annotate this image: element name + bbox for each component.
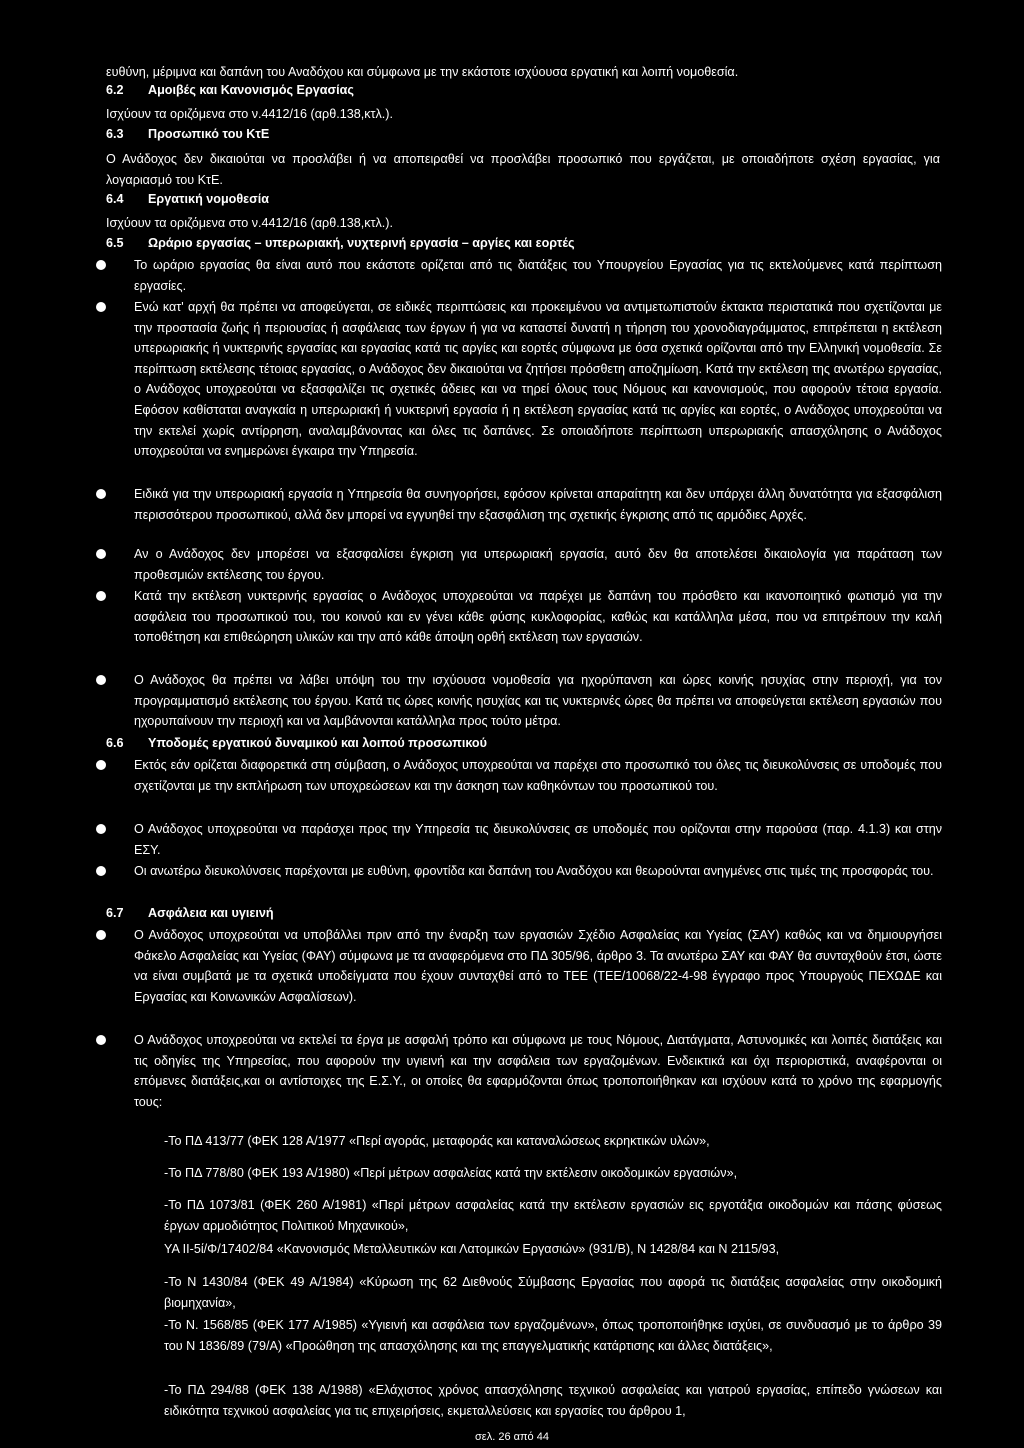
section-6-3-heading xyxy=(106,124,269,145)
bullet-text: Ο Ανάδοχος υποχρεούται να εκτελεί τα έργα με ασφαλή τρόπο και σύμφωνα με τους Νόμους, Διατάγματα, Αστυνομικές και λοιπές διατάξεις και τις οδηγίες της Υπηρεσίας, που αφορούν την υγιεινή και την ασφάλεια των εργαζομένων. Ενδεικτικά και όχι περιοριστικά, αναφέρονται οι επόμενες διατάξεις,και οι αντίστοιχες της Ε.Σ.Υ., οι οποίες θα εφαρμόζονται όπως τροποποιήθηκαν και ισχύουν κατά το χρόνο της εφαρμογής τους: xyxy=(134,1033,942,1109)
section-6-5-heading xyxy=(106,233,575,254)
bullet-dot xyxy=(96,675,106,685)
section-number: 6.3 xyxy=(106,127,124,141)
section-number: 6.4 xyxy=(106,192,124,206)
bullet-text: Ειδικά για την υπερωριακή εργασία η Υπηρεσία θα συνηγορήσει, εφόσον κρίνεται απαραίτητη και δεν υπάρχει άλλη δυνατότητα για εξασφάλιση περισσότερου προσωπικού, αλλά δεν μπορεί να εγγυηθεί την εξασφάλιση της σχετικής έγκρισης από τις αρμόδιες Αρχές. xyxy=(134,487,942,522)
legislation-item: -Το ΠΔ 778/80 (ΦΕΚ 193 Α/1980) «Περί μέτρων ασφαλείας κατά την εκτέλεσιν οικοδομικών εργασιών», xyxy=(164,1166,738,1180)
section-number: 6.5 xyxy=(106,236,124,250)
bullet-text: Ο Ανάδοχος υποχρεούται να παράσχει προς την Υπηρεσία τις διευκολύνσεις σε υποδομές που ορίζονται στην παρούσα (παρ. 4.1.3) και στην ΕΣΥ. xyxy=(134,822,942,857)
bullet-text: Ο Ανάδοχος θα πρέπει να λάβει υπόψη του την ισχύουσα νομοθεσία για ηχορύπανση και ώρες κοινής ησυχίας στην περιοχή, για τον προγραμματισμό εκτέλεσης του έργου. Κατά τις ώρες κοινής ησυχίας και τις νυκτερινές ώρες θα πρέπει να αποφεύγεται εκτέλεση εργασιών που ηχορυπαίνουν την περιοχή και να λαμβάνονται κατάλληλα προς τούτο μέτρα. xyxy=(134,673,942,729)
bullet-text: Ενώ κατ' αρχή θα πρέπει να αποφεύγεται, σε ειδικές περιπτώσεις και προκειμένου να αντιμετωπιστούν έκτακτα περιστατικά που σχετίζονται με την προστασία ζωής ή περιουσίας ή ασφάλειας των έργων ή για να καταστεί δυνατή η τήρηση του χρονοδιαγράμματος, επιτρέπεται η εκτέλεση υπερωριακής ή νυκτερινής εργασίας και εργασίας κατά τις αργίες και εορτές σύμφωνα με όσα σχετικά ορίζονται από την Ελληνική νομοθεσία. Σε περίπτωση εκτέλεσης τέτοιας εργασίας, ο Ανάδοχος δεν δικαιούται να ζητήσει πρόσθετη αποζημίωση. Κατά την εκτέλεση της ανωτέρω εργασίας, ο Ανάδοχος υποχρεούται να εξασφαλίζει τις σχετικές άδειες και να τηρεί όλους τους Νόμους και κανονισμούς, που αφορούν τέτοια εργασία. Εφόσον καθίσταται αναγκαία η υπερωριακή ή νυκτερινή εργασία ή η εκτέλεση εργασίας κατά τις αργίες και εορτές, ο Ανάδοχος υποχρεούται να την εκτελεί χωρίς αντίρρηση, αναλαμβάνοντας και όλες τις δαπάνες. Σε οποιαδήποτε περίπτωση υπερωριακής απασχόλησης ο Ανάδοχος υποχρεούται να ενημερώνει έγκαιρα την Υπηρεσία. xyxy=(134,300,942,459)
section-6-7-heading xyxy=(106,903,274,924)
legislation-item: -Το Ν 1430/84 (ΦΕΚ 49 Α/1984) «Κύρωση της 62 Διεθνούς Σύμβασης Εργασίας που αφορά τις διατάξεις ασφαλείας στην οικοδομική βιομηχανία», xyxy=(164,1275,942,1310)
top-line: ευθύνη, μέριμνα και δαπάνη του Αναδόχου και σύμφωνα με την εκάστοτε ισχύουσα εργατική και λοιπή νομοθεσία. xyxy=(106,65,739,79)
section-title: Υποδομές εργατικού δυναμικού και λοιπού προσωπικού xyxy=(148,736,487,750)
bullet-dot xyxy=(96,930,106,940)
legislation-item: -Το ΠΔ 294/88 (ΦΕΚ 138 Α/1988) «Ελάχιστος χρόνος απασχόλησης τεχνικού ασφαλείας και γιατρού εργασίας, επίπεδο γνώσεων και ειδικότητα τεχνικού ασφαλείας για τις επιχειρήσεις, εκμεταλλεύσεις και εργασίες του άρθρου 1, xyxy=(164,1383,942,1418)
bullet-dot xyxy=(96,489,106,499)
bullet-text: Κατά την εκτέλεση νυκτερινής εργασίας ο Ανάδοχος υποχρεούται να παρέχει με δαπάνη του πρόσθετο και ικανοποιητικό φωτισμό για την ασφάλεια του προσωπικού του, του κοινού και εν γένει κάθε φύσης κυκλοφορίας, καθώς και κατάλληλα μέσα, που να επιτρέπουν την καλή τοποθέτηση και επιθεώρηση υλικών και την από κάθε άποψη ορθή εκτέλεση των εργασιών. xyxy=(134,589,942,645)
bullet-text: Εκτός εάν ορίζεται διαφορετικά στη σύμβαση, ο Ανάδοχος υποχρεούται να παρέχει στο προσωπικό του όλες τις διευκολύνσεις σε υποδομές που σχετίζονται με την εκπλήρωση των υποχρεώσεων και την άσκηση των καθηκόντων του προσωπικού του. xyxy=(134,758,942,793)
bullet-dot xyxy=(96,760,106,770)
bullet-dot xyxy=(96,866,106,876)
section-6-3-text: Ο Ανάδοχος δεν δικαιούται να προσλάβει ή να αποπειραθεί να προσλάβει προσωπικό που εργάζεται, με οποιαδήποτε σχέση εργασίας, για λογαριασμό του ΚτΕ. xyxy=(106,152,940,187)
section-number: 6.2 xyxy=(106,83,124,97)
bullet-dot xyxy=(96,824,106,834)
section-6-2-heading xyxy=(106,80,354,101)
section-6-6-heading xyxy=(106,733,487,754)
legislation-item: ΥΑ ΙΙ-5ί/Φ/17402/84 «Κανονισμός Μεταλλευτικών και Λατομικών Εργασιών» (931/Β), Ν 1428/84 και Ν 2115/93, xyxy=(164,1242,780,1256)
bullet-dot xyxy=(96,549,106,559)
section-6-4-text: Ισχύουν τα οριζόμενα στο ν.4412/16 (αρθ.138,κτλ.). xyxy=(106,216,393,230)
section-title: Προσωπικό του ΚτΕ xyxy=(148,127,270,141)
bullet-text: Το ωράριο εργασίας θα είναι αυτό που εκάστοτε ορίζεται από τις διατάξεις του Υπουργείου Εργασίας για τις εκτελούμενες κατά περίπτωση εργασίες. xyxy=(134,258,942,293)
section-title: Εργατική νομοθεσία xyxy=(148,192,270,206)
bullet-text: Οι ανωτέρω διευκολύνσεις παρέχονται με ευθύνη, φροντίδα και δαπάνη του Αναδόχου και θεωρούνται ανηγμένες στις τιμές της προσφοράς του. xyxy=(134,864,934,878)
section-number: 6.6 xyxy=(106,736,124,750)
section-title: Ωράριο εργασίας – υπερωριακή, νυχτερινή εργασία – αργίες και εορτές xyxy=(148,236,575,250)
section-title: Αμοιβές και Κανονισμός Εργασίας xyxy=(148,83,354,97)
bullet-dot xyxy=(96,1035,106,1045)
legislation-item: -Το ΠΔ 1073/81 (ΦΕΚ 260 Α/1981) «Περί μέτρων ασφαλείας κατά την εκτέλεσιν εργασιών εις εργοτάξια οικοδομών και πάσης φύσεως έργων αρμοδιότητος Πολιτικού Μηχανικού», xyxy=(164,1198,942,1233)
bullet-dot xyxy=(96,260,106,270)
legislation-item: -Το ΠΔ 413/77 (ΦΕΚ 128 Α/1977 «Περί αγοράς, μεταφοράς και καταναλώσεως εκρηκτικών υλών», xyxy=(164,1134,710,1148)
bullet-text: Αν ο Ανάδοχος δεν μπορέσει να εξασφαλίσει έγκριση για υπερωριακή εργασία, αυτό δεν θα αποτελέσει δικαιολογία για παράταση των προθεσμιών εκτέλεσης του έργου. xyxy=(134,547,942,582)
page-number: σελ. 26 από 44 xyxy=(475,1431,549,1443)
section-number: 6.7 xyxy=(106,906,124,920)
section-6-4-heading xyxy=(106,189,269,210)
bullet-dot xyxy=(96,302,106,312)
bullet-text: Ο Ανάδοχος υποχρεούται να υποβάλλει πριν από την έναρξη των εργασιών Σχέδιο Ασφαλείας και Υγείας (ΣΑΥ) καθώς και να δημιουργήσει Φάκελο Ασφαλείας και Υγείας (ΦΑΥ) σύμφωνα με τα αναφερόμενα στο ΠΔ 305/96, άρθρο 3. Τα ανωτέρω ΣΑΥ και ΦΑΥ θα συνταχθούν έτσι, ώστε να είναι συμβατά με τα σχετικά υποδείγματα που έχουν συνταχθεί από το ΤΕΕ (ΤΕΕ/10068/22-4-98 έγγραφο προς Υπουργούς ΠΕΧΩΔΕ και Εργασίας και Κοινωνικών Ασφαλίσεων). xyxy=(134,928,942,1004)
legislation-item: -Το Ν. 1568/85 (ΦΕΚ 177 Α/1985) «Υγιεινή και ασφάλεια των εργαζομένων», όπως τροποποιήθηκε ισχύει, σε συνδυασμό με το άρθρο 39 του Ν 1836/89 (79/Α) «Προώθηση της απασχόλησης και της επαγγελματικής κατάρτισης και άλλες διατάξεις», xyxy=(164,1318,942,1353)
section-6-2-text: Ισχύουν τα οριζόμενα στο ν.4412/16 (αρθ.138,κτλ.). xyxy=(106,107,393,121)
section-title: Ασφάλεια και υγιεινή xyxy=(148,906,274,920)
bullet-dot xyxy=(96,591,106,601)
